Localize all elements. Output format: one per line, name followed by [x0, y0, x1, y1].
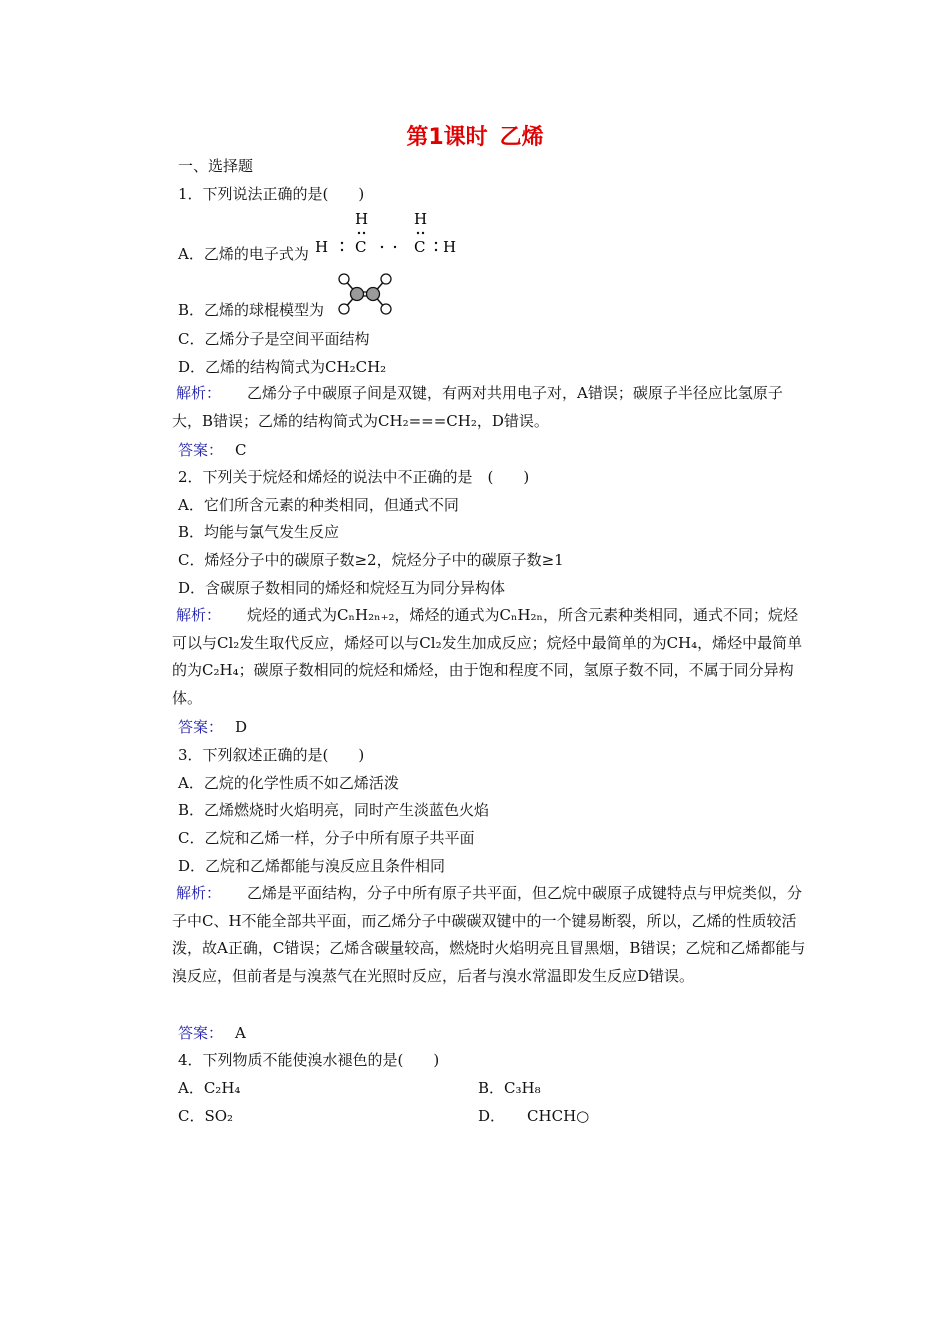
q1-option-d: D．乙烯的结构简式为CH₂CH₂ [178, 358, 387, 376]
formula-h-left: H [315, 238, 329, 256]
section-heading: 一、选择题 [178, 157, 254, 175]
answer-label: 答案： [178, 1024, 224, 1042]
q3-answer-value: A [235, 1024, 246, 1042]
q3-option-c: C．乙烷和乙烯一样，分子中所有原子共平面 [178, 829, 475, 847]
q4-option-d-formula: CHCH○ [527, 1107, 590, 1125]
q3-analysis [172, 880, 812, 990]
q3-option-d: D．乙烷和乙烯都能与溴反应且条件相同 [178, 857, 446, 875]
q2-option-b: B．均能与氯气发生反应 [178, 523, 340, 541]
answer-label: 答案： [178, 718, 224, 736]
analysis-label: 解析： [176, 884, 222, 902]
q1-option-c: C．乙烯分子是空间平面结构 [178, 330, 370, 348]
q2-option-d: D．含碳原子数相同的烯烃和烷烃互为同分异构体 [178, 579, 506, 597]
formula-h-top-right: H [414, 210, 428, 228]
q1-answer-value: C [235, 441, 247, 459]
q1-stem: 1．下列说法正确的是( ) [178, 185, 365, 203]
q1-option-a: A．乙烯的电子式为 [178, 245, 309, 263]
q2-option-c: C．烯烃分子中的碳原子数≥2，烷烃分子中的碳原子数≥1 [178, 551, 564, 569]
q4-option-d-label: D． [478, 1107, 506, 1125]
q3-option-a: A．乙烷的化学性质不如乙烯活泼 [178, 774, 399, 792]
q4-option-b: B．C₃H₈ [478, 1079, 541, 1097]
q4-option-c: C．SO₂ [178, 1107, 234, 1125]
q2-stem: 2．下列关于烷烃和烯烃的说法中不正确的是 ( ) [178, 468, 530, 486]
formula-c-left: C [355, 238, 367, 256]
q4-option-d [478, 1106, 589, 1126]
formula-c-right: C [414, 238, 426, 256]
ball-stick-model-diagram [335, 272, 395, 316]
q3-option-b: B．乙烯燃烧时火焰明亮，同时产生淡蓝色火焰 [178, 801, 490, 819]
q3-analysis-text: 乙烯是平面结构，分子中所有原子共平面，但乙烷中碳原子成键特点与甲烷类似，分子中C、H不能全部共平面，而乙烯分子中碳碳双键中的一个键易断裂，所以，乙烯的性质较活泼，故A正确，C错误；乙烯含碳量较高，燃烧时火焰明亮且冒黑烟，B错误；乙烷和乙烯都能与溴反应，但前者是与溴蒸气在光照时反应，后者与溴水常温即发生反应D错误。 [172, 884, 806, 985]
title-topic: 乙烯 [499, 125, 544, 150]
q1-answer [178, 440, 247, 460]
q3-stem: 3．下列叙述正确的是( ) [178, 746, 365, 764]
q3-answer [178, 1023, 246, 1043]
title-lesson: 第1课时 [406, 125, 488, 150]
q2-answer-value: D [235, 718, 248, 736]
page-title [0, 120, 950, 151]
q2-answer [178, 717, 247, 737]
answer-label: 答案： [178, 441, 224, 459]
q1-option-b: B．乙烯的球棍模型为 [178, 301, 325, 319]
formula-h-right: H [443, 238, 457, 256]
q4-stem: 4．下列物质不能使溴水褪色的是( ) [178, 1051, 440, 1069]
formula-h-top-left: H [355, 210, 369, 228]
q4-option-a: A．C₂H₄ [178, 1079, 241, 1097]
q1-analysis [172, 380, 812, 435]
electron-formula-diagram [315, 210, 465, 260]
analysis-label: 解析： [176, 606, 222, 624]
q2-analysis [172, 602, 812, 712]
q2-analysis-text: 烷烃的通式为CₙH₂ₙ₊₂，烯烃的通式为CₙH₂ₙ，所含元素种类相同，通式不同；烷烃可以与Cl₂发生取代反应，烯烃可以与Cl₂发生加成反应；烷烃中最简单的为CH₄，烯烃中最简单的为C₂H₄；碳原子数相同的烷烃和烯烃，由于饱和程度不同，氢原子数不同，不属于同分异构体。 [172, 606, 803, 707]
q1-analysis-text: 乙烯分子中碳原子间是双键，有两对共用电子对，A错误；碳原子半径应比氢原子大，B错误；乙烯的结构简式为CH₂===CH₂，D错误。 [172, 384, 783, 430]
q2-option-a: A．它们所含元素的种类相同，但通式不同 [178, 496, 459, 514]
analysis-label: 解析： [176, 384, 222, 402]
